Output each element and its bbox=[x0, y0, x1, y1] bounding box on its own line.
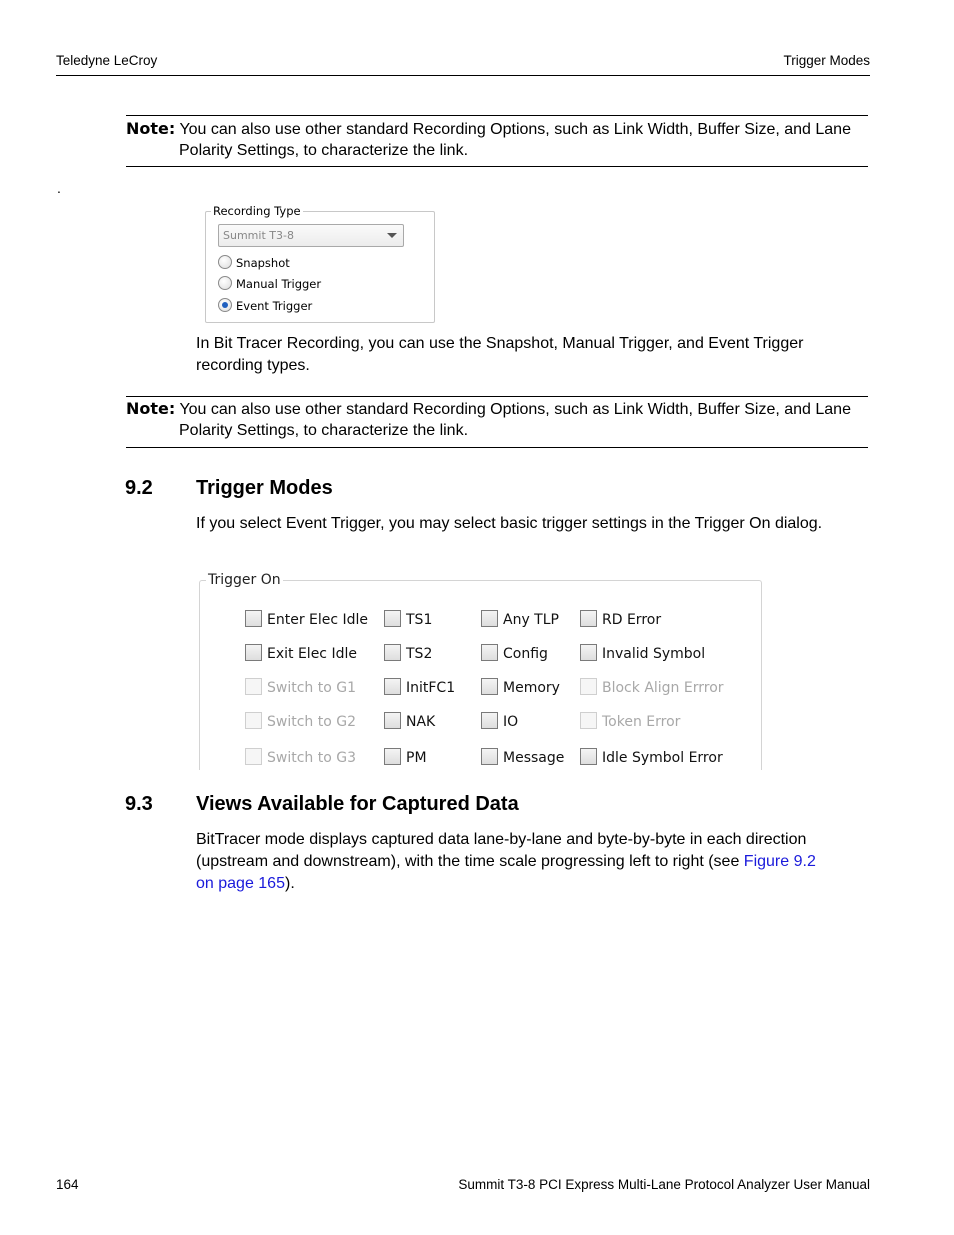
checkbox-label: Config bbox=[503, 646, 548, 662]
section-93-line3 bbox=[196, 873, 876, 895]
checkbox-label: Token Error bbox=[602, 714, 681, 730]
checkbox-icon bbox=[580, 712, 597, 729]
checkbox-label: Switch to G1 bbox=[267, 680, 356, 696]
checkbox-label: IO bbox=[503, 714, 519, 730]
section-93-number: 9.3 bbox=[125, 793, 153, 815]
section-93-title: Views Available for Captured Data bbox=[196, 793, 519, 815]
section-93-line2-text: (upstream and downstream), with the time scale progressing left to right (see bbox=[196, 853, 744, 870]
checkbox-switch-to-g2 bbox=[245, 712, 356, 730]
recording-type-title: Recording Type bbox=[213, 204, 301, 218]
checkbox-label: NAK bbox=[406, 714, 436, 730]
section-92-title: Trigger Modes bbox=[196, 477, 333, 499]
footer-page-number: 164 bbox=[56, 1177, 79, 1192]
checkbox-icon bbox=[481, 712, 498, 729]
para1-line1: In Bit Tracer Recording, you can use the Snapshot, Manual Trigger, and Event Trigger bbox=[196, 335, 804, 352]
note2-label: Note: bbox=[126, 399, 176, 418]
checkbox-icon bbox=[384, 678, 401, 695]
note1-line1: You can also use other standard Recording Options, such as Link Width, Buffer Size, and Lane bbox=[179, 121, 851, 138]
section-93-paragraph bbox=[196, 829, 876, 895]
checkbox-label: Switch to G3 bbox=[267, 750, 356, 766]
footer-title: Summit T3-8 PCI Express Multi-Lane Protocol Analyzer User Manual bbox=[458, 1177, 870, 1192]
checkbox-label: Exit Elec Idle bbox=[267, 646, 357, 662]
checkbox-switch-to-g1 bbox=[245, 678, 356, 696]
checkbox-label: Any TLP bbox=[503, 612, 559, 628]
checkbox-label: TS2 bbox=[406, 646, 433, 662]
checkbox-label: Invalid Symbol bbox=[602, 646, 706, 662]
note1-bottom-rule bbox=[126, 166, 868, 167]
note2-bottom-rule bbox=[126, 447, 868, 448]
checkbox-icon bbox=[580, 644, 597, 661]
checkbox-ts2[interactable] bbox=[384, 644, 432, 662]
note2 bbox=[126, 398, 868, 441]
checkbox-ts1[interactable] bbox=[384, 610, 432, 628]
checkbox-icon bbox=[580, 678, 597, 695]
note1 bbox=[126, 118, 868, 161]
checkbox-config[interactable] bbox=[481, 644, 548, 662]
checkbox-icon bbox=[245, 748, 262, 765]
note2-line1: You can also use other standard Recording Options, such as Link Width, Buffer Size, and Lane bbox=[179, 401, 851, 418]
figure-crop-mask bbox=[195, 770, 770, 784]
radio-manual-trigger-label: Manual Trigger bbox=[236, 277, 322, 291]
checkbox-icon bbox=[245, 644, 262, 661]
checkbox-rd-error[interactable] bbox=[580, 610, 661, 628]
checkbox-invalid-symbol[interactable] bbox=[580, 644, 705, 662]
checkbox-label: RD Error bbox=[602, 612, 662, 628]
note2-line2: Polarity Settings, to characterize the link. bbox=[179, 422, 469, 439]
checkbox-label: Switch to G2 bbox=[267, 714, 356, 730]
checkbox-label: Block Align Errror bbox=[602, 680, 724, 696]
checkbox-label: Message bbox=[503, 750, 565, 766]
checkbox-label: TS1 bbox=[406, 612, 433, 628]
checkbox-any-tlp[interactable] bbox=[481, 610, 559, 628]
checkbox-initfc1[interactable] bbox=[384, 678, 455, 696]
checkbox-icon bbox=[580, 748, 597, 765]
checkbox-exit-elec-idle[interactable] bbox=[245, 644, 357, 662]
section-92-number: 9.2 bbox=[125, 477, 153, 499]
checkbox-icon bbox=[384, 644, 401, 661]
checkbox-label: PM bbox=[406, 750, 427, 766]
figure-link-part1[interactable]: Figure 9.2 bbox=[743, 853, 816, 870]
radio-event-trigger[interactable] bbox=[218, 298, 312, 313]
header-left: Teledyne LeCroy bbox=[56, 53, 158, 68]
header-right: Trigger Modes bbox=[783, 53, 870, 68]
figure-link-part2[interactable]: on page 165 bbox=[196, 875, 285, 892]
checkbox-nak[interactable] bbox=[384, 712, 435, 730]
checkbox-label: Memory bbox=[503, 680, 560, 696]
checkbox-icon bbox=[245, 712, 262, 729]
checkbox-icon bbox=[384, 712, 401, 729]
trigger-on-title: Trigger On bbox=[208, 572, 281, 588]
recording-type-select[interactable] bbox=[218, 224, 404, 247]
checkbox-idle-symbol-error[interactable] bbox=[580, 748, 723, 766]
checkbox-switch-to-g3 bbox=[245, 748, 356, 766]
checkbox-pm[interactable] bbox=[384, 748, 427, 766]
checkbox-block-align-error bbox=[580, 678, 724, 696]
checkbox-icon bbox=[384, 748, 401, 765]
stray-mark: . bbox=[57, 180, 61, 196]
checkbox-memory[interactable] bbox=[481, 678, 560, 696]
checkbox-label: Enter Elec Idle bbox=[267, 612, 369, 628]
checkbox-label: Idle Symbol Error bbox=[602, 750, 723, 766]
checkbox-enter-elec-idle[interactable] bbox=[245, 610, 368, 628]
radio-icon bbox=[218, 276, 232, 290]
radio-event-trigger-label: Event Trigger bbox=[236, 299, 313, 313]
checkbox-icon bbox=[245, 678, 262, 695]
checkbox-icon bbox=[481, 644, 498, 661]
checkbox-icon bbox=[481, 748, 498, 765]
radio-selected-icon bbox=[218, 298, 232, 312]
checkbox-message[interactable] bbox=[481, 748, 564, 766]
note1-label: Note: bbox=[126, 119, 176, 138]
section-93-line2 bbox=[196, 851, 876, 873]
header-rule bbox=[56, 75, 870, 76]
recording-type-select-value: Summit T3-8 bbox=[223, 229, 294, 242]
section-92-text: If you select Event Trigger, you may select basic trigger settings in the Trigger On dialog. bbox=[196, 515, 823, 532]
section-93-line1: BitTracer mode displays captured data lane-by-lane and byte-by-byte in each direction bbox=[196, 831, 807, 848]
para1 bbox=[196, 333, 803, 377]
para1-line2: recording types. bbox=[196, 357, 310, 374]
checkbox-label: InitFC1 bbox=[406, 680, 456, 696]
checkbox-icon bbox=[580, 610, 597, 627]
note1-top-rule bbox=[126, 115, 868, 116]
note2-top-rule bbox=[126, 396, 868, 397]
checkbox-icon bbox=[384, 610, 401, 627]
checkbox-icon bbox=[245, 610, 262, 627]
checkbox-icon bbox=[481, 678, 498, 695]
note1-line2: Polarity Settings, to characterize the link. bbox=[179, 142, 469, 159]
radio-icon bbox=[218, 255, 232, 269]
radio-snapshot-label: Snapshot bbox=[236, 256, 290, 270]
chevron-down-icon bbox=[387, 233, 397, 238]
radio-snapshot[interactable] bbox=[218, 255, 290, 270]
checkbox-token-error bbox=[580, 712, 680, 730]
checkbox-io[interactable] bbox=[481, 712, 518, 730]
checkbox-icon bbox=[481, 610, 498, 627]
radio-manual-trigger[interactable] bbox=[218, 276, 321, 291]
section-93-line3-text: ). bbox=[284, 875, 295, 892]
